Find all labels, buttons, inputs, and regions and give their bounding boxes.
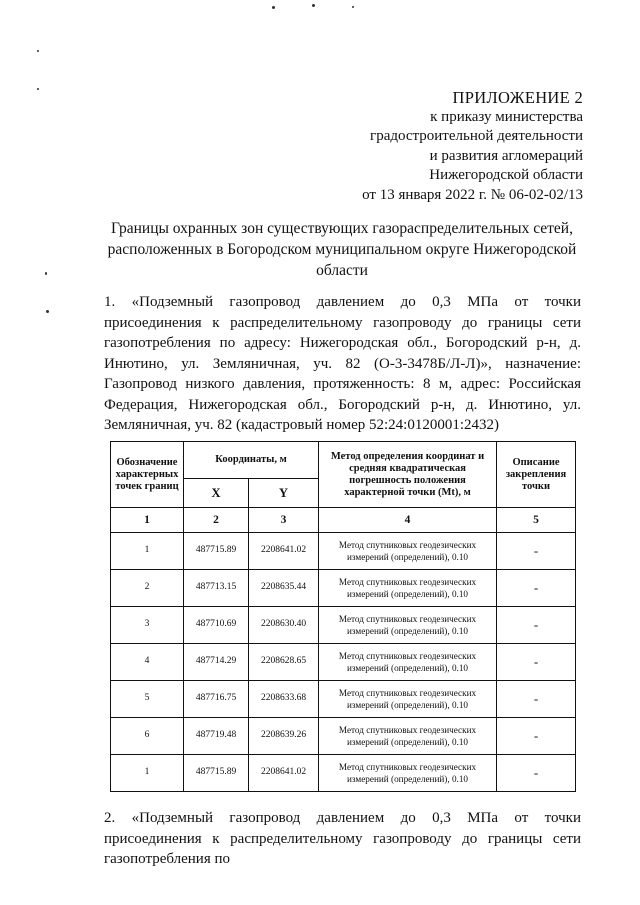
appendix-heading: ПРИЛОЖЕНИЕ 2 (452, 88, 583, 107)
cell-point: 6 (111, 718, 184, 755)
cell-desc: - (497, 533, 576, 570)
scan-speck (46, 310, 49, 313)
table-row (111, 533, 576, 570)
header-method: Метод определения координат и средняя квадратическая погрешность положения характерной точки (Mt), м (319, 442, 497, 508)
appendix-line: и развития агломераций (429, 147, 583, 164)
header-desc: Описание закрепления точки (497, 442, 576, 508)
cell-desc: - (497, 681, 576, 718)
cell-desc: - (497, 718, 576, 755)
col-number: 1 (111, 508, 184, 533)
cell-point: 1 (111, 755, 184, 792)
cell-x: 487715.89 (184, 533, 249, 570)
cell-x: 487714.29 (184, 644, 249, 681)
col-number: 4 (319, 508, 497, 533)
cell-y: 2208641.02 (249, 755, 319, 792)
cell-point: 5 (111, 681, 184, 718)
table-row (111, 755, 576, 792)
header-point: Обозначение характерных точек границ (111, 442, 184, 508)
header-coords: Координаты, м (184, 442, 319, 479)
scan-speck (37, 88, 39, 90)
cell-y: 2208628.65 (249, 644, 319, 681)
cell-method: Метод спутниковых геодезических измерений (определений), 0.10 (319, 681, 497, 718)
appendix-line: от 13 января 2022 г. № 06-02-02/13 (362, 186, 583, 203)
appendix-line: градостроительной деятельности (370, 128, 583, 144)
cell-y: 2208641.02 (249, 533, 319, 570)
cell-point: 4 (111, 644, 184, 681)
appendix-line: Нижегородской области (429, 167, 583, 183)
section-1-text: 1. «Подземный газопровод давлением до 0,3 МПа от точки присоединения к распределительному газопроводу до границы сети газопотребления по адресу: Нижегородская обл., Богородский р-н, д. Инютино, ул. Земляничная, уч. 82 (О-3-3478Б/Л-Л)», назначение: Газопровод низкого давления, протяженность: 8 м, адрес: Российская Федерация, Нижегородская обл., Богородский р-н, д. Инютино, ул. Земляничная, уч. 82 (кадастровый номер 52:24:0120001:2432) (104, 294, 581, 433)
cell-method: Метод спутниковых геодезических измерений (определений), 0.10 (319, 533, 497, 570)
table-row (111, 718, 576, 755)
cell-desc: - (497, 755, 576, 792)
scan-speck (312, 4, 315, 7)
cell-method: Метод спутниковых геодезических измерений (определений), 0.10 (319, 607, 497, 644)
cell-x: 487719.48 (184, 718, 249, 755)
cell-y: 2208633.68 (249, 681, 319, 718)
scan-speck (37, 50, 39, 52)
cell-desc: - (497, 607, 576, 644)
cell-y: 2208635.44 (249, 570, 319, 607)
scan-speck (272, 6, 275, 9)
cell-desc: - (497, 570, 576, 607)
cell-method: Метод спутниковых геодезических измерений (определений), 0.10 (319, 644, 497, 681)
scan-speck (352, 6, 354, 8)
appendix-block (330, 88, 583, 205)
scan-speck (45, 272, 47, 275)
header-x: X (184, 479, 249, 508)
col-number: 2 (184, 508, 249, 533)
cell-point: 3 (111, 607, 184, 644)
col-number: 3 (249, 508, 319, 533)
cell-x: 487716.75 (184, 681, 249, 718)
cell-point: 1 (111, 533, 184, 570)
table-row (111, 570, 576, 607)
cell-x: 487715.89 (184, 755, 249, 792)
cell-method: Метод спутниковых геодезических измерений (определений), 0.10 (319, 718, 497, 755)
cell-method: Метод спутниковых геодезических измерений (определений), 0.10 (319, 755, 497, 792)
table-row (111, 644, 576, 681)
cell-x: 487713.15 (184, 570, 249, 607)
coordinates-table (110, 441, 576, 792)
table-row (111, 681, 576, 718)
document-title: Границы охранных зон существующих газораспределительных сетей, расположенных в Богородском муниципальном округе Нижегородской области (107, 220, 577, 279)
header-y: Y (249, 479, 319, 508)
col-number: 5 (497, 508, 576, 533)
table-row (111, 607, 576, 644)
cell-y: 2208630.40 (249, 607, 319, 644)
cell-x: 487710.69 (184, 607, 249, 644)
appendix-line: к приказу министерства (430, 108, 583, 125)
section-2-text: 2. «Подземный газопровод давлением до 0,3 МПа от точки присоединения к распределительному газопроводу до границы сети газопотребления по (104, 810, 581, 867)
cell-desc: - (497, 644, 576, 681)
cell-point: 2 (111, 570, 184, 607)
cell-y: 2208639.26 (249, 718, 319, 755)
cell-method: Метод спутниковых геодезических измерений (определений), 0.10 (319, 570, 497, 607)
